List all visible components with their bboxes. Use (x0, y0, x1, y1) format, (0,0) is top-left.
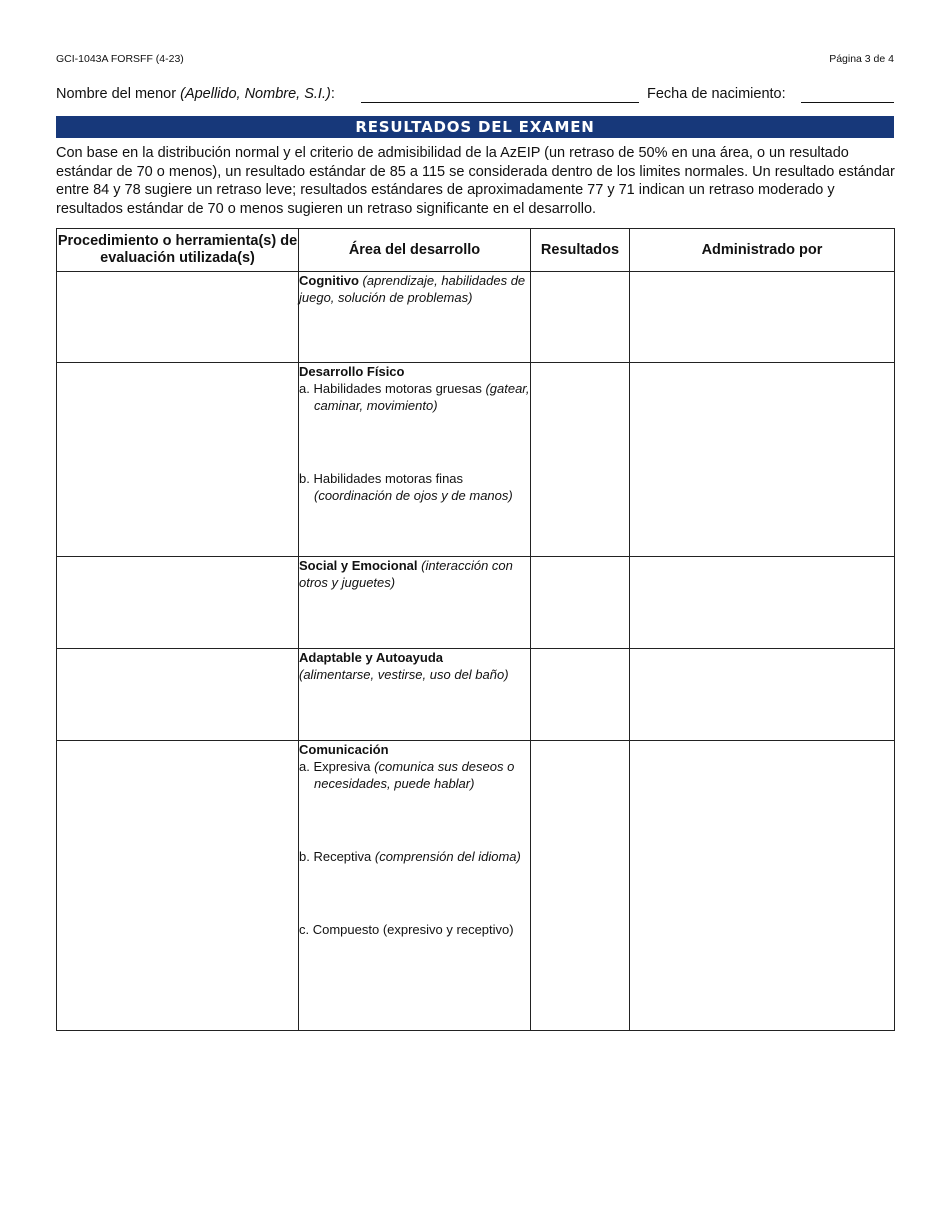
header-results: Resultados (531, 229, 630, 272)
header-administered-by: Administrado por (630, 229, 895, 272)
procedure-cell-cognitive[interactable] (57, 272, 299, 363)
table-row-social (57, 557, 895, 649)
page-number: Página 3 de 4 (829, 53, 894, 65)
area-cell-adaptive: Adaptable y Autoayuda (alimentarse, vestirse, uso del baño) (299, 649, 531, 741)
dob-field[interactable] (801, 102, 894, 103)
results-cell-social[interactable] (531, 557, 630, 649)
area-cell-physical: Desarrollo Físico a. Habilidades motoras gruesas (gatear, caminar, movimiento) b. Habilidades motoras finas (coordinación de ojos y de manos) (299, 363, 531, 557)
header-area: Área del desarrollo (299, 229, 531, 272)
intro-paragraph: Con base en la distribución normal y el criterio de admisibilidad de la AzEIP (un retraso de 50% en una área, o un resultado estándar de 70 o menos), un resultado estándar de 85 a 115 se considerada dentro de los limites normales. Un resultado estándar entre 84 y 78 sugiere un retraso leve; resultados estándares de aproximadamente 77 y 71 indican un retraso moderado y resultados estándar de 70 o menos sugieren un retraso significante en el desarrollo. (56, 145, 895, 217)
communication-combined: c. Compuesto (expresivo y receptivo) (299, 922, 514, 937)
procedure-cell-social[interactable] (57, 557, 299, 649)
table-row-adaptive (57, 649, 895, 741)
procedure-cell-communication[interactable] (57, 741, 299, 1031)
administered-cell-communication[interactable] (630, 741, 895, 1031)
administered-cell-physical[interactable] (630, 363, 895, 557)
results-cell-communication[interactable] (531, 741, 630, 1031)
physical-gross-motor: a. Habilidades motoras gruesas (gatear, caminar, movimiento) (299, 381, 530, 413)
table-row-communication (57, 741, 895, 1031)
communication-receptive: b. Receptiva (comprensión del idioma) (299, 849, 521, 864)
child-name-field[interactable] (361, 102, 639, 103)
section-title: RESULTADOS DEL EXAMEN (56, 116, 894, 138)
table-header-row (57, 229, 895, 272)
procedure-cell-physical[interactable] (57, 363, 299, 557)
administered-cell-social[interactable] (630, 557, 895, 649)
table-row-cognitive (57, 272, 895, 363)
child-name-hint: (Apellido, Nombre, S.I.) (180, 86, 331, 102)
area-cell-communication: Comunicación a. Expresiva (comunica sus deseos o necesidades, puede hablar) b. Receptiva (comprensión del idioma) c. Compuesto (expresivo y receptivo) (299, 741, 531, 1031)
results-cell-cognitive[interactable] (531, 272, 630, 363)
table-row-physical (57, 363, 895, 557)
area-cell-social: Social y Emocional (interacción con otros y juguetes) (299, 557, 531, 649)
results-table (56, 228, 895, 1031)
administered-cell-cognitive[interactable] (630, 272, 895, 363)
results-cell-adaptive[interactable] (531, 649, 630, 741)
administered-cell-adaptive[interactable] (630, 649, 895, 741)
name-row (56, 86, 894, 108)
communication-expressive: a. Expresiva (comunica sus deseos o necesidades, puede hablar) (299, 759, 515, 791)
results-cell-physical[interactable] (531, 363, 630, 557)
child-name-label: Nombre del menor (Apellido, Nombre, S.I.): (56, 86, 335, 102)
header-procedure: Procedimiento o herramienta(s) de evaluación utilizada(s) (57, 229, 299, 272)
area-cell-cognitive: Cognitivo (aprendizaje, habilidades de juego, solución de problemas) (299, 272, 531, 363)
procedure-cell-adaptive[interactable] (57, 649, 299, 741)
dob-label: Fecha de nacimiento: (647, 86, 786, 102)
form-id: GCI-1043A FORSFF (4-23) (56, 53, 184, 65)
physical-fine-motor: b. Habilidades motoras finas (coordinación de ojos y de manos) (299, 471, 513, 503)
